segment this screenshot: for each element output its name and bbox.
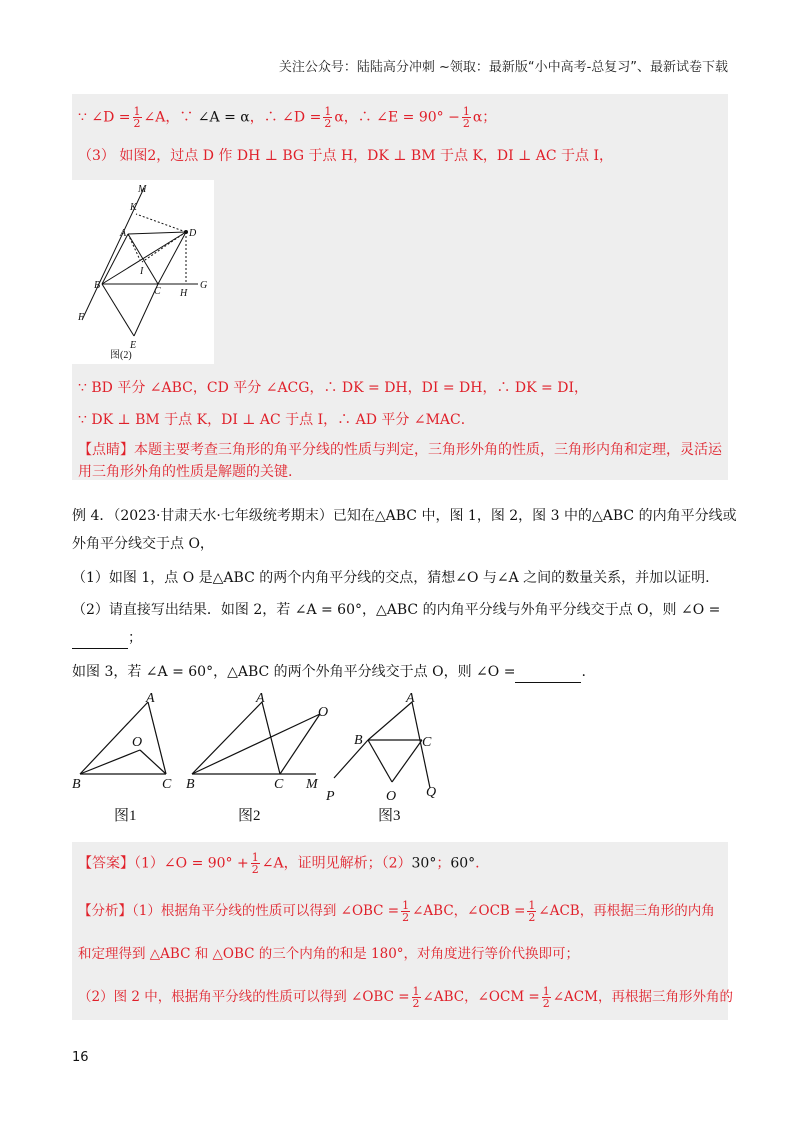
page-header: 关注公众号：陆陆高分冲刺 ~领取：最新版“小中高考-总复习”、最新试卷下载 xyxy=(278,60,728,75)
fig2-caption: 图2 xyxy=(238,808,261,824)
fig2-label-c: C xyxy=(274,777,284,792)
fig3-label-b: B xyxy=(354,733,363,748)
fraction: $\frac{1}{2}$ xyxy=(402,899,410,924)
fig2-label-g: G xyxy=(200,280,208,291)
fig2-label-b: B xyxy=(94,280,101,291)
fig3-label-a: A xyxy=(406,691,415,706)
analysis-tag: 【分析】 xyxy=(78,903,132,919)
solution-line-2: （3） 如图2，过点 D 作 DH ⊥ BG 于点 H，DK ⊥ BM 于点 K，DI ⊥ AC 于点 I， xyxy=(78,148,613,164)
fig1-label-o: O xyxy=(132,735,143,750)
fig1-label-a: A xyxy=(146,691,155,706)
fraction: $\frac{1}{2}$ xyxy=(412,985,420,1010)
fig2-label-b: B xyxy=(186,777,195,792)
fig1-label-c: C xyxy=(162,777,172,792)
fig2-label-h: H xyxy=(180,288,188,299)
example-line-2: 外角平分线交于点 O， xyxy=(72,536,214,552)
fig3-label-c: C xyxy=(422,735,432,750)
fraction: $\frac{1}{2}$ xyxy=(542,985,550,1010)
figure-2-box xyxy=(72,180,214,364)
fig2-label-i: I xyxy=(140,266,144,277)
dianjing-line-2: 用三角形外角的性质是解题的关键. xyxy=(78,464,293,480)
fraction: $\frac{1}{2}$ xyxy=(133,105,141,130)
answer-blank[interactable] xyxy=(515,662,581,683)
fraction: $\frac{1}{2}$ xyxy=(528,899,536,924)
fig2-label-m: M xyxy=(138,184,147,195)
fig2-label-o: O xyxy=(318,705,329,720)
fig2-label-d: D xyxy=(189,228,197,239)
example-question-2: （2）请直接写出结果．如图 2，若 ∠A = 60°，△ABC 的内角平分线与外角平分线交于点 O，则 ∠O = xyxy=(72,602,721,618)
dianjing-tag: 【点睛】 xyxy=(78,442,134,458)
answer-blank[interactable] xyxy=(72,628,128,649)
fig3-caption: 图3 xyxy=(378,808,401,824)
example-line-1: 例 4．（2023·甘肃天水·七年级统考期末）已知在△ABC 中，图 1，图 2，图 3 中的△ABC 的内角平分线或 xyxy=(72,508,737,524)
fig2-label-f: F xyxy=(78,312,85,323)
fig1-caption: 图1 xyxy=(114,808,137,824)
answer-line: 【答案】（1）∠O = 90° + $\frac{1}{2}$ ∠A，证明见解析；（2）30°；60°. xyxy=(78,851,480,876)
fig3-label-p: P xyxy=(326,789,335,804)
fraction: $\frac{1}{2}$ xyxy=(251,851,259,876)
dianjing-line-1: 【点睛】本题主要考查三角形的角平分线的性质与判定，三角形外角的性质，三角形内角和定理，灵活运 xyxy=(78,442,722,458)
example-question-3: 如图 3，若 ∠A = 60°，△ABC 的两个外角平分线交于点 O，则 ∠O = . xyxy=(72,662,586,683)
analysis-line-3: （2）图 2 中，根据角平分线的性质可以得到 ∠OBC = $\frac{1}{2}$ ∠ABC，∠OCM = $\frac{1}{2}$ ∠ACM，再根据三角形外角的 xyxy=(78,985,733,1010)
example-question-1: （1）如图 1，点 O 是△ABC 的两个内角平分线的交点，猜想∠O 与∠A 之间的数量关系，并加以证明. xyxy=(72,570,710,586)
figure-2-diagram xyxy=(72,180,214,364)
solution-line-1: ∵ ∠D = $\frac{1}{2}$ ∠A，∵ ∠A = α，∴ ∠D = $\frac{1}{2}$ α，∴ ∠E = 90° − $\frac{1}{2}$ α； xyxy=(78,105,497,130)
fig2-label-a: A xyxy=(256,691,265,706)
fig2-label-c: C xyxy=(154,286,161,297)
analysis-line-1: 【分析】（1）根据角平分线的性质可以得到 ∠OBC = $\frac{1}{2}$ ∠ABC，∠OCB = $\frac{1}{2}$ ∠ACB，再根据三角形的内角 xyxy=(78,899,715,924)
fig2-label-k: K xyxy=(130,202,137,213)
page-number: 16 xyxy=(72,1050,89,1065)
fig2-label-e: E xyxy=(130,340,137,351)
fraction: $\frac{1}{2}$ xyxy=(462,105,470,130)
fig1-label-b: B xyxy=(72,777,81,792)
solution-line-3: ∵ BD 平分 ∠ABC，CD 平分 ∠ACG，∴ DK = DH，DI = DH，∴ DK = DI， xyxy=(78,380,588,396)
analysis-line-2: 和定理得到 △ABC 和 △OBC 的三个内角的和是 180°，对角度进行等价代换即可； xyxy=(78,946,580,962)
answer-tag: 【答案】 xyxy=(78,855,134,872)
fig2-caption: 图(2) xyxy=(110,350,132,361)
fig3-label-o: O xyxy=(386,789,397,804)
fig2-label-a: A xyxy=(120,228,127,239)
solution-line-4: ∵ DK ⊥ BM 于点 K，DI ⊥ AC 于点 I，∴ AD 平分 ∠MAC． xyxy=(78,412,475,428)
fig3-label-q: Q xyxy=(426,785,437,800)
fraction: $\frac{1}{2}$ xyxy=(324,105,332,130)
example-question-2-answer: ； xyxy=(72,628,142,649)
fig2-label-m: M xyxy=(306,777,318,792)
example-figures xyxy=(70,688,470,828)
